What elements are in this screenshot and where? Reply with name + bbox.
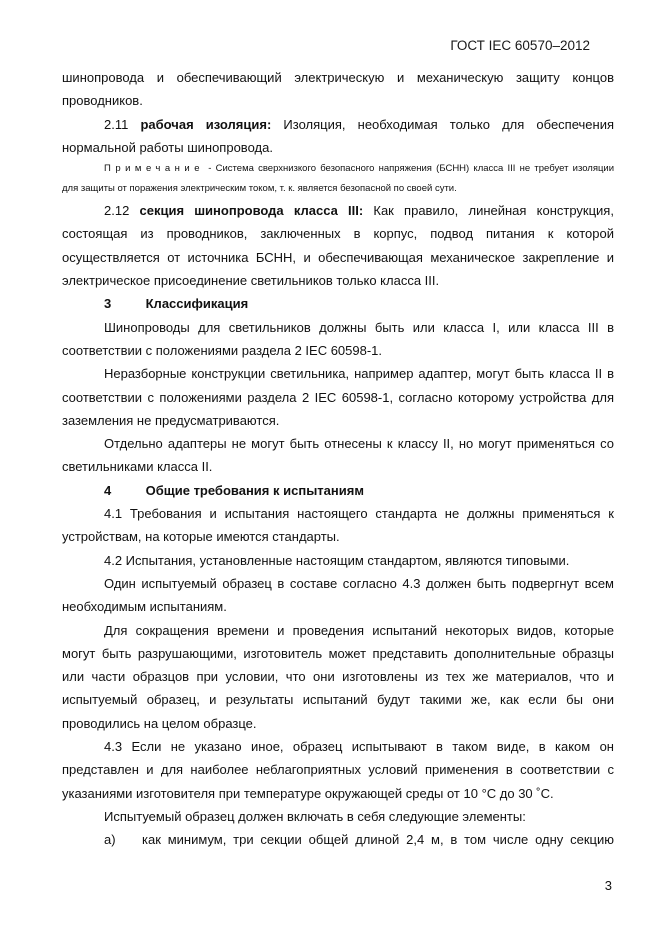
section-number: 4 bbox=[104, 482, 112, 498]
paragraph: 4.1 Требования и испытания настоящего стандарта не должны применяться к устройствам, на которые имеются стандарты. bbox=[62, 506, 614, 545]
note bbox=[62, 159, 614, 199]
paragraph: Для сокращения времени и проведения испытаний некоторых видов, которые могут быть разрушающими, изготовитель может представить дополнительные образцы или части образцов при условии, что они изготовлены из тех же материалов, что и испытуемый образец, и результаты испытаний будут такими же, как если бы они проводились на целом образце. bbox=[62, 622, 614, 731]
section-heading-4 bbox=[62, 479, 614, 502]
list-item-text: как минимум, три секции общей длиной 2,4 м, в том числе одну секцию bbox=[142, 832, 614, 848]
paragraph: 4.3 Если не указано иное, образец испытывают в таком виде, в каком он представлен и для наиболее неблагоприятных условий применения в соответствии с указаниями изготовителя при температуре окружающей среды от 10 °С до 30 ˚С. bbox=[62, 739, 614, 801]
page-number: 3 bbox=[604, 878, 612, 893]
section-title: Общие требования к испытаниям bbox=[145, 482, 364, 498]
section-number: 3 bbox=[104, 296, 112, 312]
section-heading-3 bbox=[62, 292, 614, 315]
paragraph: Один испытуемый образец в составе согласно 4.3 должен быть подвергнут всем необходимым испытаниям. bbox=[62, 575, 614, 615]
paragraph: Неразборные конструкции светильника, например адаптер, могут быть класса II в соответствии с положениями раздела 2 IEC 60598-1, согласно которому устройства для заземления не предусматриваются. bbox=[62, 366, 614, 428]
paragraph: Отдельно адаптеры не могут быть отнесены к классу II, но могут применяться со светильниками класса II. bbox=[62, 436, 614, 475]
definition-text: Изоляция, необходимая только для обеспечения нормальной работы шинопровода. bbox=[62, 116, 614, 155]
paragraph: Шинопроводы для светильников должны быть или класса I, или класса III в соответствии с положениями раздела 2 IEC 60598-1. bbox=[62, 319, 614, 358]
note-text: - Система сверхнизкого безопасного напряжения (БСНН) класса III не требует изоляции для защиты от поражения электрическим током, т. к. является безопасной по своей сути. bbox=[62, 163, 615, 195]
paragraph-continuation: шинопровода и обеспечивающий электрическую и механическую защиту концов проводников. bbox=[62, 70, 614, 109]
document-id-header: ГОСТ IEC 60570–2012 bbox=[450, 38, 590, 53]
definition-2-11 bbox=[62, 113, 614, 160]
clause-number: 2.12 bbox=[104, 203, 130, 219]
section-title: Классификация bbox=[145, 296, 249, 312]
note-label: Примечание bbox=[104, 163, 204, 175]
paragraph: 4.2 Испытания, установленные настоящим стандартом, являются типовыми. bbox=[104, 552, 570, 568]
list-item-a bbox=[62, 828, 614, 851]
document-body bbox=[62, 66, 614, 852]
defined-term: рабочая изоляция: bbox=[140, 116, 272, 132]
clause-number: 2.11 bbox=[104, 116, 129, 132]
list-item-label: а) bbox=[104, 832, 116, 848]
definition-text: Как правило, линейная конструкция, состоящая из проводников, заключенных в корпус, подвод питания к которой осуществляется от источника БСНН, и обеспечивающая механическое закрепление и электрическое присоединение светильников только класса III. bbox=[62, 203, 614, 289]
paragraph: Испытуемый образец должен включать в себя следующие элементы: bbox=[104, 808, 526, 824]
definition-2-12 bbox=[62, 199, 614, 292]
defined-term: секция шинопровода класса III: bbox=[139, 203, 364, 219]
